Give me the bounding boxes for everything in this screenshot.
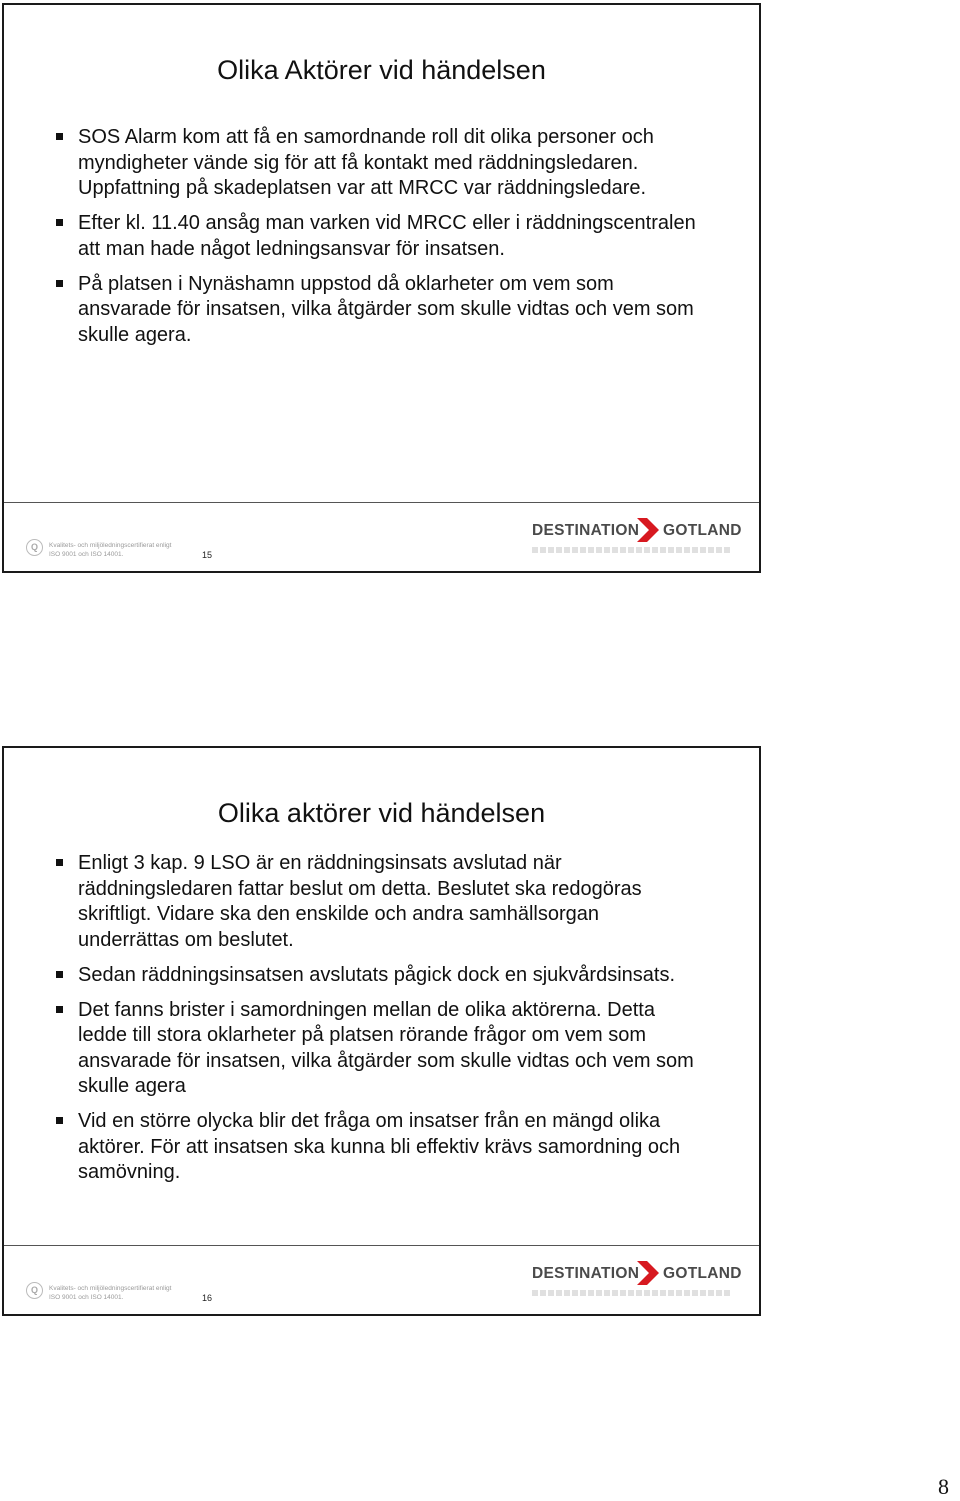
bullet-item xyxy=(56,851,699,953)
bullet-text: Sedan räddningsinsatsen avslutats pågick dock en sjukvårdsinsats. xyxy=(78,963,676,986)
certification-seal-icon: Q xyxy=(26,1282,43,1299)
logo-tagline-strip xyxy=(532,1290,732,1296)
destination-gotland-logo xyxy=(532,517,742,563)
bullet-text: Det fanns brister i samordningen mellan de olika aktörerna. Detta ledde till stora oklarheter på platsen rörande frågor om vem som ansvarade för insatsen, vilka åtgärder som skulle vidtas och vem som skulle agera xyxy=(78,998,694,1097)
bullet-item xyxy=(56,211,699,262)
bullet-item xyxy=(56,272,699,349)
bullet-list xyxy=(56,125,699,358)
slide-title: Olika aktörer vid händelsen xyxy=(217,798,546,828)
square-bullet-icon xyxy=(56,219,63,226)
bullet-item xyxy=(56,1109,699,1186)
logo-text-gotland: GOTLAND xyxy=(663,1265,742,1282)
slide-footer xyxy=(4,1245,759,1314)
slide-page-number: 15 xyxy=(202,550,213,560)
logo-text-destination: DESTINATION xyxy=(532,522,640,539)
bullet-item xyxy=(56,998,699,1100)
bullet-list xyxy=(56,851,699,1195)
bullet-text: Efter kl. 11.40 ansåg man varken vid MRCC eller i räddningscentralen att man hade något ledningsansvar för insatsen. xyxy=(78,212,696,260)
square-bullet-icon xyxy=(56,280,63,287)
logo-chevron-icon xyxy=(635,1260,663,1286)
bullet-text: Vid en större olycka blir det fråga om insatser från en mängd olika aktörer. För att insatsen ska kunna bli effektiv krävs samordning och samövning. xyxy=(78,1110,681,1183)
bullet-text: På platsen i Nynäshamn uppstod då oklarheter om vem som ansvarade för insatsen, vilka åtgärder som skulle vidtas och vem som skulle agera. xyxy=(78,272,694,346)
bullet-text: SOS Alarm kom att få en samordnande roll dit olika personer och myndigheter vände sig för att få kontakt med räddningsledaren. Uppfattning på skadeplatsen var att MRCC var räddningsledare. xyxy=(78,126,654,199)
logo-text-destination: DESTINATION xyxy=(532,1265,640,1282)
slide-16 xyxy=(2,746,761,1316)
slide-15 xyxy=(2,3,761,573)
bullet-item xyxy=(56,125,699,202)
square-bullet-icon xyxy=(56,1117,63,1124)
slide-page-number: 16 xyxy=(202,1293,213,1303)
logo-tagline-strip xyxy=(532,547,732,553)
cert-line-2: ISO 9001 och ISO 14001. xyxy=(49,1294,124,1301)
logo-text-gotland: GOTLAND xyxy=(663,522,742,539)
document-page-number: 8 xyxy=(938,1474,949,1499)
square-bullet-icon xyxy=(56,859,63,866)
bullet-item xyxy=(56,963,699,989)
certification-seal-icon: Q xyxy=(26,539,43,556)
bullet-text: Enligt 3 kap. 9 LSO är en räddningsinsats avslutad när räddningsledaren fattar beslut om detta. Beslutet ska redogöras skriftligt. Vidare ska den enskilde och andra samhällsorgan underrättas om beslutet. xyxy=(78,852,642,951)
cert-line-1: Kvalitets- och miljöledningscertifierat enligt xyxy=(49,1285,172,1292)
square-bullet-icon xyxy=(56,133,63,140)
logo-chevron-icon xyxy=(635,517,663,543)
slide-title: Olika Aktörer vid händelsen xyxy=(217,55,546,85)
slide-footer xyxy=(4,502,759,571)
cert-line-2: ISO 9001 och ISO 14001. xyxy=(49,551,124,558)
square-bullet-icon xyxy=(56,971,63,978)
square-bullet-icon xyxy=(56,1006,63,1013)
destination-gotland-logo xyxy=(532,1260,742,1306)
cert-line-1: Kvalitets- och miljöledningscertifierat enligt xyxy=(49,542,172,549)
